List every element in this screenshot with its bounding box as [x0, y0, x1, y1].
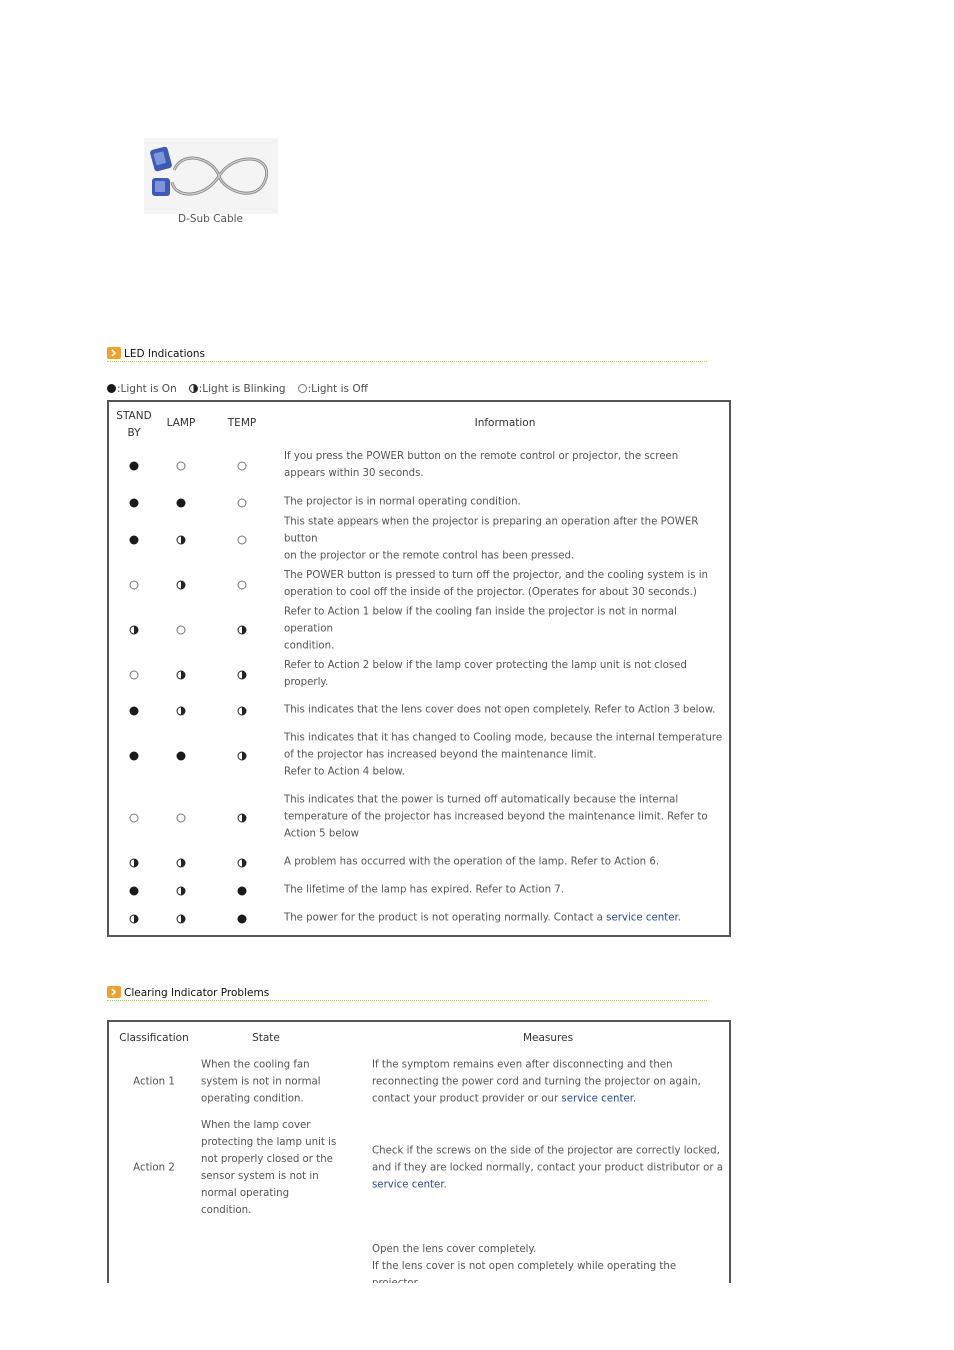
standby-on-icon [130, 499, 139, 508]
lamp-indicator [177, 853, 186, 872]
table-row [109, 651, 729, 697]
standby-blink-icon [130, 626, 139, 635]
standby-off-icon [130, 671, 139, 680]
lamp-indicator [177, 575, 186, 594]
standby-indicator [130, 746, 139, 765]
clearing-problems-table [107, 1020, 731, 1322]
standby-on-icon [130, 707, 139, 716]
row-information: This indicates that the power is turned off automatically because the internal temperature of the projector has increased beyond the maintenance limit. Refer to Action 5 below [284, 794, 708, 840]
header-state: State [252, 1032, 280, 1044]
section-title: Clearing Indicator Problems [124, 987, 270, 999]
temp-blink-icon [238, 707, 247, 716]
temp-indicator [238, 746, 247, 765]
table-row [109, 516, 729, 562]
row-information: The lifetime of the lamp has expired. Refer to Action 7. [284, 884, 565, 896]
standby-on-icon [130, 887, 139, 896]
temp-off-icon [238, 581, 247, 590]
standby-indicator [130, 575, 139, 594]
temp-off-icon [238, 462, 247, 471]
table-row [109, 606, 729, 652]
standby-indicator [130, 853, 139, 872]
lamp-off-icon [177, 462, 186, 471]
temp-indicator [238, 530, 247, 549]
legend-on-icon [107, 384, 116, 393]
table-row [109, 848, 729, 876]
lamp-indicator [177, 701, 186, 720]
lamp-indicator [177, 456, 186, 475]
led-indications-table [107, 400, 731, 937]
lamp-blink-icon [177, 581, 186, 590]
standby-on-icon [130, 752, 139, 761]
legend-label: :Light is Blinking [198, 383, 286, 395]
temp-indicator [238, 853, 247, 872]
row-state: When the lamp cover protecting the lamp unit is not properly closed or the sensor system is not in normal operating condition. [201, 1120, 337, 1216]
temp-indicator [238, 909, 247, 928]
table-row [109, 561, 729, 607]
standby-indicator [130, 456, 139, 475]
row-information: The projector is in normal operating condition. [284, 496, 521, 508]
standby-indicator [130, 493, 139, 512]
divider [107, 1000, 707, 1001]
led-legend [107, 383, 380, 395]
temp-off-icon [238, 536, 247, 545]
lamp-indicator [177, 493, 186, 512]
lamp-indicator [177, 530, 186, 549]
lamp-blink-icon [177, 536, 186, 545]
d-sub-cable-image [144, 138, 278, 214]
temp-on-icon [238, 915, 247, 924]
temp-blink-icon [238, 814, 247, 823]
lamp-indicator [177, 909, 186, 928]
standby-indicator [130, 909, 139, 928]
temp-blink-icon [238, 671, 247, 680]
legend-blink-icon [189, 384, 198, 393]
row-information: A problem has occurred with the operation of the lamp. Refer to Action 6. [284, 856, 660, 868]
standby-blink-icon [130, 859, 139, 868]
table-row [109, 488, 729, 516]
lamp-on-icon [177, 752, 186, 761]
lamp-indicator [177, 746, 186, 765]
row-information: This indicates that the lens cover does not open completely. Refer to Action 3 below. [284, 704, 716, 716]
temp-indicator [238, 620, 247, 639]
temp-blink-icon [238, 752, 247, 761]
temp-blink-icon [238, 859, 247, 868]
divider [107, 361, 707, 362]
service-center-link[interactable]: service center [606, 912, 678, 924]
lamp-on-icon [177, 499, 186, 508]
legend-off-icon [298, 384, 307, 393]
temp-indicator [238, 575, 247, 594]
temp-indicator [238, 701, 247, 720]
standby-on-icon [130, 462, 139, 471]
page-bottom [0, 1283, 954, 1350]
standby-off-icon [130, 814, 139, 823]
table-row [109, 442, 729, 488]
row-information: This indicates that it has changed to Cooling mode, because the internal temperature of the projector has increased beyond the maintenance limit. Refer to Action 4 below. [284, 732, 723, 778]
header-measures: Measures [522, 1032, 574, 1044]
lamp-blink-icon [177, 707, 186, 716]
chevron-right-icon [107, 347, 121, 359]
lamp-indicator [177, 808, 186, 827]
standby-indicator [130, 620, 139, 639]
legend-label: :Light is Off [307, 383, 368, 395]
header-standby: STAND BY [116, 410, 152, 439]
standby-indicator [130, 808, 139, 827]
row-information: Refer to Action 1 below if the cooling fan inside the projector is not in normal operation condition. [284, 606, 677, 652]
table-row [109, 876, 729, 904]
chevron-right-icon [107, 986, 121, 998]
row-classification: Action 2 [133, 1162, 175, 1174]
legend-item [107, 383, 177, 395]
row-information: The POWER button is pressed to turn off the projector, and the cooling system is in operation to cool off the inside of the projector. (Operates for about 30 seconds.) [284, 570, 708, 598]
lamp-indicator [177, 620, 186, 639]
led-section-header [107, 347, 707, 363]
temp-off-icon [238, 499, 247, 508]
row-information: This state appears when the projector is preparing an operation after the POWER button on the projector or the remote control has been pressed. [284, 516, 699, 562]
lamp-indicator [177, 881, 186, 900]
standby-on-icon [130, 536, 139, 545]
lamp-blink-icon [177, 671, 186, 680]
table-row [109, 786, 729, 848]
standby-indicator [130, 530, 139, 549]
lamp-blink-icon [177, 859, 186, 868]
row-measures: Check if the screws on the side of the projector are correctly locked, and if they are locked normally, contact your product distributor or a service center. [372, 1145, 723, 1191]
temp-indicator [238, 665, 247, 684]
figure-caption: D-Sub Cable [177, 213, 243, 225]
header-lamp: LAMP [166, 417, 196, 429]
row-measures: Open the lens cover completely. If the lens cover is not open completely while operating the [372, 1244, 677, 1272]
table-row [109, 696, 729, 724]
lamp-blink-icon [177, 915, 186, 924]
header-information: Information [474, 417, 536, 429]
standby-indicator [130, 665, 139, 684]
row-information: The power for the product is not operating normally. Contact a service center. [284, 912, 681, 924]
table-row [109, 1118, 729, 1218]
lamp-indicator [177, 665, 186, 684]
legend-item [189, 383, 286, 395]
temp-indicator [238, 881, 247, 900]
temp-indicator [238, 456, 247, 475]
legend-label: :Light is On [117, 383, 177, 395]
service-center-link[interactable]: service center [372, 1179, 444, 1191]
legend-item [298, 383, 368, 395]
row-state: When the cooling fan system is not in normal operating condition. [201, 1059, 321, 1105]
section-title: LED Indications [124, 348, 206, 360]
lamp-off-icon [177, 814, 186, 823]
lamp-blink-icon [177, 887, 186, 896]
clear-section-header [107, 986, 707, 1002]
row-information: Refer to Action 2 below if the lamp cover protecting the lamp unit is not closed properly. [284, 660, 687, 688]
table-row [109, 724, 729, 786]
row-information: If you press the POWER button on the remote control or projector, the screen appears within 30 seconds. [284, 451, 679, 479]
row-measures: If the symptom remains even after disconnecting and then reconnecting the power cord and turning the projector on again, contact your product provider or our service center. [372, 1059, 701, 1105]
standby-blink-icon [130, 915, 139, 924]
header-temp: TEMP [227, 417, 257, 429]
temp-on-icon [238, 887, 247, 896]
table-row [109, 904, 729, 932]
standby-indicator [130, 881, 139, 900]
table-row [109, 1056, 729, 1108]
service-center-link[interactable]: service center [561, 1093, 633, 1105]
standby-indicator [130, 701, 139, 720]
temp-indicator [238, 808, 247, 827]
temp-blink-icon [238, 626, 247, 635]
temp-indicator [238, 493, 247, 512]
header-classification: Classification [119, 1032, 189, 1044]
standby-off-icon [130, 581, 139, 590]
row-classification: Action 1 [133, 1076, 175, 1088]
lamp-off-icon [177, 626, 186, 635]
